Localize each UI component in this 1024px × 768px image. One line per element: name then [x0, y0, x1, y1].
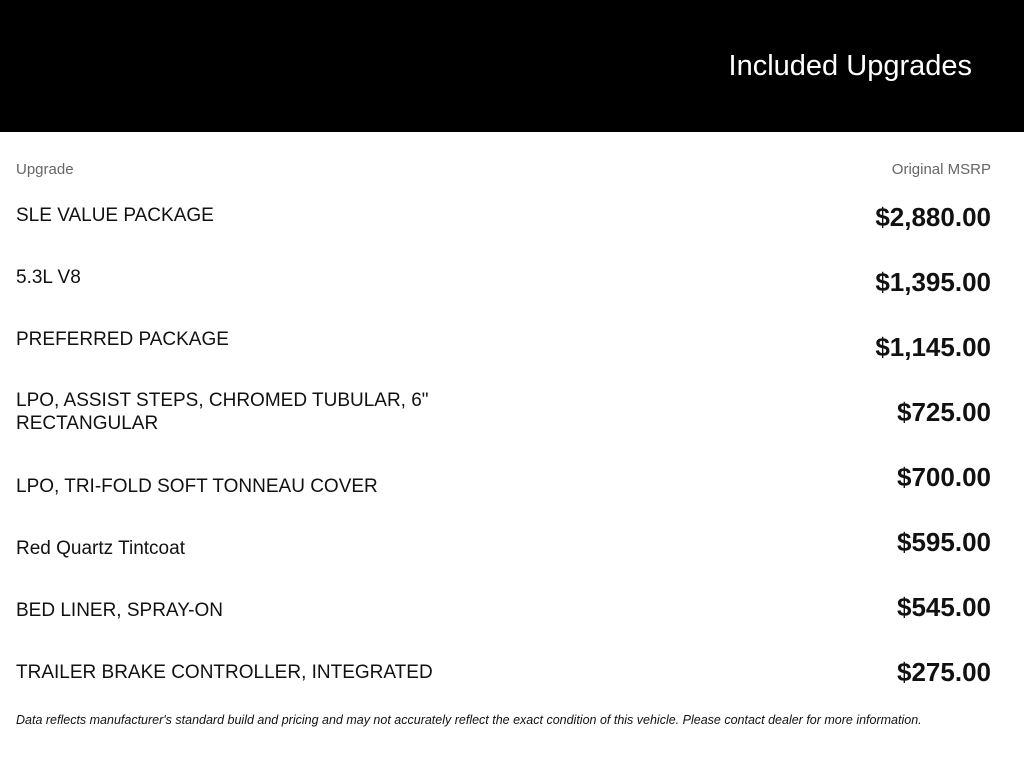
upgrade-row	[16, 392, 991, 457]
upgrade-row	[16, 327, 991, 392]
upgrade-name: TRAILER BRAKE CONTROLLER, INTEGRATED	[16, 662, 433, 683]
upgrade-row	[16, 522, 991, 587]
upgrade-price: $1,395.00	[875, 267, 991, 297]
upgrade-name: BED LINER, SPRAY-ON	[16, 600, 223, 621]
upgrade-name: PREFERRED PACKAGE	[16, 329, 229, 350]
upgrade-price: $1,145.00	[875, 332, 991, 362]
upgrade-price: $725.00	[897, 397, 991, 427]
upgrade-row	[16, 587, 991, 652]
upgrade-price: $275.00	[897, 657, 991, 687]
upgrade-name: 5.3L V8	[16, 267, 81, 288]
upgrades-list	[16, 197, 991, 717]
column-headers	[16, 161, 991, 181]
upgrade-name: Red Quartz Tintcoat	[16, 538, 185, 559]
upgrade-row	[16, 262, 991, 327]
upgrade-row	[16, 457, 991, 522]
upgrade-price: $545.00	[897, 592, 991, 622]
column-header-upgrade: Upgrade	[16, 161, 74, 178]
upgrade-name: SLE VALUE PACKAGE	[16, 205, 214, 226]
upgrade-name: LPO, ASSIST STEPS, CHROMED TUBULAR, 6" RECTANGULAR	[16, 390, 429, 434]
disclaimer-text: Data reflects manufacturer's standard build and pricing and may not accurately reflect the exact condition of this vehicle. Please contact dealer for more information.	[16, 713, 922, 727]
upgrade-price: $2,880.00	[875, 202, 991, 232]
upgrade-row	[16, 652, 991, 717]
page-header	[0, 0, 1024, 132]
upgrade-price: $595.00	[897, 527, 991, 557]
upgrade-name: LPO, TRI-FOLD SOFT TONNEAU COVER	[16, 476, 378, 497]
upgrade-row	[16, 197, 991, 262]
page-title: Included Upgrades	[728, 50, 972, 82]
column-header-msrp: Original MSRP	[891, 161, 991, 178]
upgrade-price: $700.00	[897, 462, 991, 492]
